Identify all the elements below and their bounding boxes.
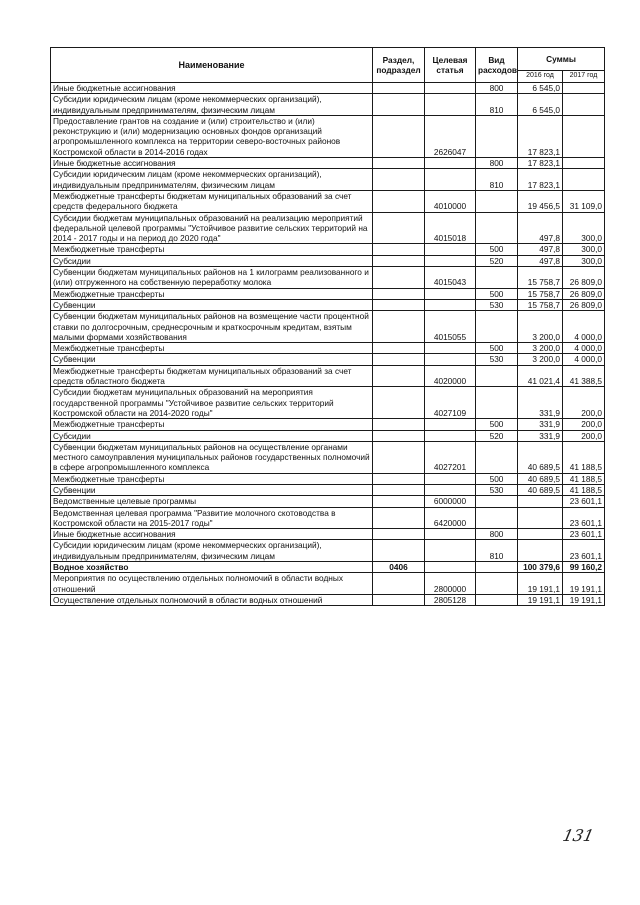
- table-row: [51, 190, 605, 212]
- cell-2016: [518, 540, 563, 562]
- table-row: [51, 299, 605, 310]
- cell-kind: 800: [476, 529, 518, 540]
- cell-2017: [563, 94, 605, 116]
- table-row: [51, 311, 605, 343]
- cell-name: Межбюджетные трансферты: [51, 473, 373, 484]
- cell-2016: 3 200,0: [518, 343, 563, 354]
- cell-2017: 41 188,5: [563, 441, 605, 473]
- cell-kind: [476, 594, 518, 605]
- table-row: [51, 267, 605, 289]
- cell-2017: 23 601,1: [563, 496, 605, 507]
- cell-article: [425, 473, 476, 484]
- table-row: [51, 365, 605, 387]
- cell-2016: 15 758,7: [518, 288, 563, 299]
- cell-name: Иные бюджетные ассигнования: [51, 158, 373, 169]
- table-body: [51, 83, 605, 606]
- header-year-2016: 2016 год: [518, 71, 563, 83]
- header-kind: Вид расходов: [476, 48, 518, 83]
- cell-article: 2800000: [425, 573, 476, 595]
- cell-section: [373, 299, 425, 310]
- cell-name: Субвенции бюджетам муниципальных районов на 1 килограмм реализованного и (или) отгруженного на собственную переработку молока: [51, 267, 373, 289]
- cell-2017: 26 809,0: [563, 299, 605, 310]
- cell-section: [373, 94, 425, 116]
- cell-article: [425, 419, 476, 430]
- header-section: Раздел, подраздел: [373, 48, 425, 83]
- cell-kind: [476, 496, 518, 507]
- cell-2016: 40 689,5: [518, 441, 563, 473]
- cell-2017: 300,0: [563, 255, 605, 266]
- cell-kind: 800: [476, 83, 518, 94]
- cell-name: Субсидии юридическим лицам (кроме некоммерческих организаций), индивидуальным предпринимателям, физическим лицам: [51, 540, 373, 562]
- cell-2016: 17 823,1: [518, 158, 563, 169]
- table-row: [51, 288, 605, 299]
- cell-2016: 331,9: [518, 387, 563, 419]
- cell-section: [373, 267, 425, 289]
- cell-article: 4015055: [425, 311, 476, 343]
- table-row: [51, 562, 605, 573]
- cell-kind: 530: [476, 484, 518, 495]
- cell-kind: [476, 212, 518, 244]
- cell-article: [425, 430, 476, 441]
- cell-section: [373, 529, 425, 540]
- cell-kind: [476, 190, 518, 212]
- cell-section: [373, 473, 425, 484]
- cell-2016: 15 758,7: [518, 267, 563, 289]
- cell-kind: [476, 365, 518, 387]
- cell-name: Субсидии: [51, 255, 373, 266]
- table-row: [51, 83, 605, 94]
- cell-2016: 3 200,0: [518, 311, 563, 343]
- cell-2016: 3 200,0: [518, 354, 563, 365]
- cell-name: Ведомственные целевые программы: [51, 496, 373, 507]
- cell-section: [373, 573, 425, 595]
- cell-article: 2626047: [425, 115, 476, 157]
- cell-name: Субсидии бюджетам муниципальных образований на реализацию мероприятий федеральной целевой программы "Устойчивое развитие сельских территорий на 2014 - 2017 годы и на период до 2020 года": [51, 212, 373, 244]
- cell-article: 6000000: [425, 496, 476, 507]
- cell-2016: 6 545,0: [518, 83, 563, 94]
- budget-document: [50, 47, 604, 606]
- table-row: [51, 115, 605, 157]
- table-row: [51, 540, 605, 562]
- cell-section: [373, 419, 425, 430]
- cell-2017: 4 000,0: [563, 354, 605, 365]
- cell-section: [373, 387, 425, 419]
- cell-2017: 26 809,0: [563, 267, 605, 289]
- cell-2017: 23 601,1: [563, 529, 605, 540]
- table-row: [51, 212, 605, 244]
- cell-kind: 530: [476, 354, 518, 365]
- cell-2016: 19 456,5: [518, 190, 563, 212]
- cell-name: Мероприятия по осуществлению отдельных полномочий в области водных отношений: [51, 573, 373, 595]
- cell-kind: 810: [476, 540, 518, 562]
- cell-article: [425, 94, 476, 116]
- cell-name: Межбюджетные трансферты: [51, 288, 373, 299]
- table-row: [51, 484, 605, 495]
- cell-2016: [518, 529, 563, 540]
- cell-2016: 497,8: [518, 244, 563, 255]
- cell-section: [373, 169, 425, 191]
- cell-kind: [476, 311, 518, 343]
- cell-article: [425, 562, 476, 573]
- cell-section: [373, 190, 425, 212]
- cell-article: [425, 83, 476, 94]
- table-row: [51, 473, 605, 484]
- cell-2017: [563, 115, 605, 157]
- cell-name: Ведомственная целевая программа "Развитие молочного скотоводства в Костромской области на 2015-2017 годы": [51, 507, 373, 529]
- cell-name: Субвенции: [51, 354, 373, 365]
- table-row: [51, 94, 605, 116]
- table-row: [51, 158, 605, 169]
- cell-article: 4027201: [425, 441, 476, 473]
- cell-2017: 4 000,0: [563, 343, 605, 354]
- cell-2016: 17 823,1: [518, 169, 563, 191]
- cell-2017: 99 160,2: [563, 562, 605, 573]
- cell-name: Субсидии юридическим лицам (кроме некоммерческих организаций), индивидуальным предпринимателям, физическим лицам: [51, 169, 373, 191]
- cell-2017: 19 191,1: [563, 573, 605, 595]
- handwritten-page-number: 131: [560, 826, 596, 845]
- cell-2016: 17 823,1: [518, 115, 563, 157]
- cell-2017: [563, 169, 605, 191]
- cell-section: [373, 365, 425, 387]
- cell-name: Предоставление грантов на создание и (или) строительство и (или) реконструкцию и (или) модернизацию основных фондов организаций агропромышленного комплекса на территории северо-восточных районов Костромской области в 2014-2016 годах: [51, 115, 373, 157]
- cell-name: Субсидии бюджетам муниципальных образований на мероприятия государственной программы "Устойчивое развитие сельских территорий Костромской области на 2014-2020 годы": [51, 387, 373, 419]
- cell-name: Межбюджетные трансферты: [51, 343, 373, 354]
- cell-name: Межбюджетные трансферты: [51, 244, 373, 255]
- cell-kind: [476, 562, 518, 573]
- table-row: [51, 441, 605, 473]
- cell-section: [373, 288, 425, 299]
- cell-2017: 4 000,0: [563, 311, 605, 343]
- cell-section: [373, 244, 425, 255]
- cell-article: 2805128: [425, 594, 476, 605]
- header-year-2017: 2017 год: [563, 71, 605, 83]
- cell-kind: [476, 267, 518, 289]
- cell-2016: 331,9: [518, 430, 563, 441]
- cell-section: [373, 441, 425, 473]
- cell-article: [425, 244, 476, 255]
- table-row: [51, 430, 605, 441]
- cell-kind: 500: [476, 288, 518, 299]
- cell-section: [373, 115, 425, 157]
- cell-2017: [563, 83, 605, 94]
- table-row: [51, 529, 605, 540]
- cell-kind: 500: [476, 473, 518, 484]
- cell-article: 4020000: [425, 365, 476, 387]
- header-article: Целевая статья: [425, 48, 476, 83]
- cell-section: [373, 343, 425, 354]
- table-row: [51, 255, 605, 266]
- cell-section: 0406: [373, 562, 425, 573]
- table-row: [51, 387, 605, 419]
- table-row: [51, 594, 605, 605]
- cell-2016: 40 689,5: [518, 473, 563, 484]
- cell-article: 4015018: [425, 212, 476, 244]
- cell-kind: 520: [476, 430, 518, 441]
- cell-kind: [476, 441, 518, 473]
- cell-2016: 19 191,1: [518, 594, 563, 605]
- cell-2017: 31 109,0: [563, 190, 605, 212]
- cell-article: [425, 288, 476, 299]
- cell-kind: [476, 573, 518, 595]
- cell-section: [373, 484, 425, 495]
- cell-2016: [518, 496, 563, 507]
- header-row: [51, 48, 605, 71]
- cell-section: [373, 255, 425, 266]
- cell-2016: 15 758,7: [518, 299, 563, 310]
- cell-name: Межбюджетные трансферты бюджетам муниципальных образований за счет средств федерального бюджета: [51, 190, 373, 212]
- cell-2016: 41 021,4: [518, 365, 563, 387]
- cell-2017: 200,0: [563, 419, 605, 430]
- cell-article: [425, 529, 476, 540]
- cell-section: [373, 594, 425, 605]
- cell-kind: 810: [476, 169, 518, 191]
- table-row: [51, 343, 605, 354]
- cell-section: [373, 430, 425, 441]
- cell-article: [425, 299, 476, 310]
- cell-name: Иные бюджетные ассигнования: [51, 83, 373, 94]
- cell-kind: 500: [476, 343, 518, 354]
- cell-article: [425, 158, 476, 169]
- cell-article: [425, 354, 476, 365]
- table-row: [51, 507, 605, 529]
- cell-section: [373, 507, 425, 529]
- cell-2017: 41 388,5: [563, 365, 605, 387]
- cell-section: [373, 496, 425, 507]
- cell-2016: 6 545,0: [518, 94, 563, 116]
- cell-name: Межбюджетные трансферты: [51, 419, 373, 430]
- header-name: Наименование: [51, 48, 373, 83]
- cell-article: 4015043: [425, 267, 476, 289]
- table-row: [51, 573, 605, 595]
- cell-2017: 26 809,0: [563, 288, 605, 299]
- cell-2016: 19 191,1: [518, 573, 563, 595]
- cell-article: 4010000: [425, 190, 476, 212]
- cell-article: [425, 255, 476, 266]
- table-row: [51, 244, 605, 255]
- cell-2017: 23 601,1: [563, 540, 605, 562]
- cell-article: 4027109: [425, 387, 476, 419]
- cell-section: [373, 212, 425, 244]
- table-row: [51, 354, 605, 365]
- cell-2016: [518, 507, 563, 529]
- cell-2016: 497,8: [518, 212, 563, 244]
- cell-name: Водное хозяйство: [51, 562, 373, 573]
- cell-2016: 40 689,5: [518, 484, 563, 495]
- cell-2016: 100 379,6: [518, 562, 563, 573]
- cell-kind: 500: [476, 244, 518, 255]
- cell-name: Субсидии: [51, 430, 373, 441]
- cell-2017: [563, 158, 605, 169]
- cell-name: Субвенции: [51, 484, 373, 495]
- cell-section: [373, 354, 425, 365]
- cell-2017: 19 191,1: [563, 594, 605, 605]
- cell-2016: 331,9: [518, 419, 563, 430]
- table-row: [51, 496, 605, 507]
- cell-2017: 41 188,5: [563, 473, 605, 484]
- cell-section: [373, 540, 425, 562]
- cell-kind: [476, 507, 518, 529]
- cell-name: Субсидии юридическим лицам (кроме некоммерческих организаций), индивидуальным предпринимателям, физическим лицам: [51, 94, 373, 116]
- cell-name: Осуществление отдельных полномочий в области водных отношений: [51, 594, 373, 605]
- header-sums: Суммы: [518, 48, 605, 71]
- cell-article: [425, 540, 476, 562]
- cell-kind: [476, 387, 518, 419]
- cell-kind: 500: [476, 419, 518, 430]
- cell-kind: 800: [476, 158, 518, 169]
- cell-name: Субвенции: [51, 299, 373, 310]
- table-row: [51, 419, 605, 430]
- cell-2017: 300,0: [563, 244, 605, 255]
- cell-2017: 200,0: [563, 387, 605, 419]
- cell-kind: 810: [476, 94, 518, 116]
- cell-2017: 23 601,1: [563, 507, 605, 529]
- cell-article: [425, 169, 476, 191]
- cell-2017: 41 188,5: [563, 484, 605, 495]
- cell-article: [425, 484, 476, 495]
- cell-name: Иные бюджетные ассигнования: [51, 529, 373, 540]
- cell-section: [373, 83, 425, 94]
- cell-kind: 530: [476, 299, 518, 310]
- cell-article: [425, 343, 476, 354]
- cell-article: 6420000: [425, 507, 476, 529]
- cell-2017: 300,0: [563, 212, 605, 244]
- budget-table: [50, 47, 605, 606]
- cell-2017: 200,0: [563, 430, 605, 441]
- table-row: [51, 169, 605, 191]
- cell-name: Субвенции бюджетам муниципальных районов на осуществление органами местного самоуправления муниципальных районов государственных полномочий в сфере агропромышленного комплекса: [51, 441, 373, 473]
- cell-2016: 497,8: [518, 255, 563, 266]
- cell-kind: [476, 115, 518, 157]
- cell-name: Межбюджетные трансферты бюджетам муниципальных образований за счет средств областного бюджета: [51, 365, 373, 387]
- cell-name: Субвенции бюджетам муниципальных районов на возмещение части процентной ставки по долгосрочным, среднесрочным и краткосрочным кредитам, взятым малыми формами хозяйствования: [51, 311, 373, 343]
- cell-section: [373, 158, 425, 169]
- cell-section: [373, 311, 425, 343]
- cell-kind: 520: [476, 255, 518, 266]
